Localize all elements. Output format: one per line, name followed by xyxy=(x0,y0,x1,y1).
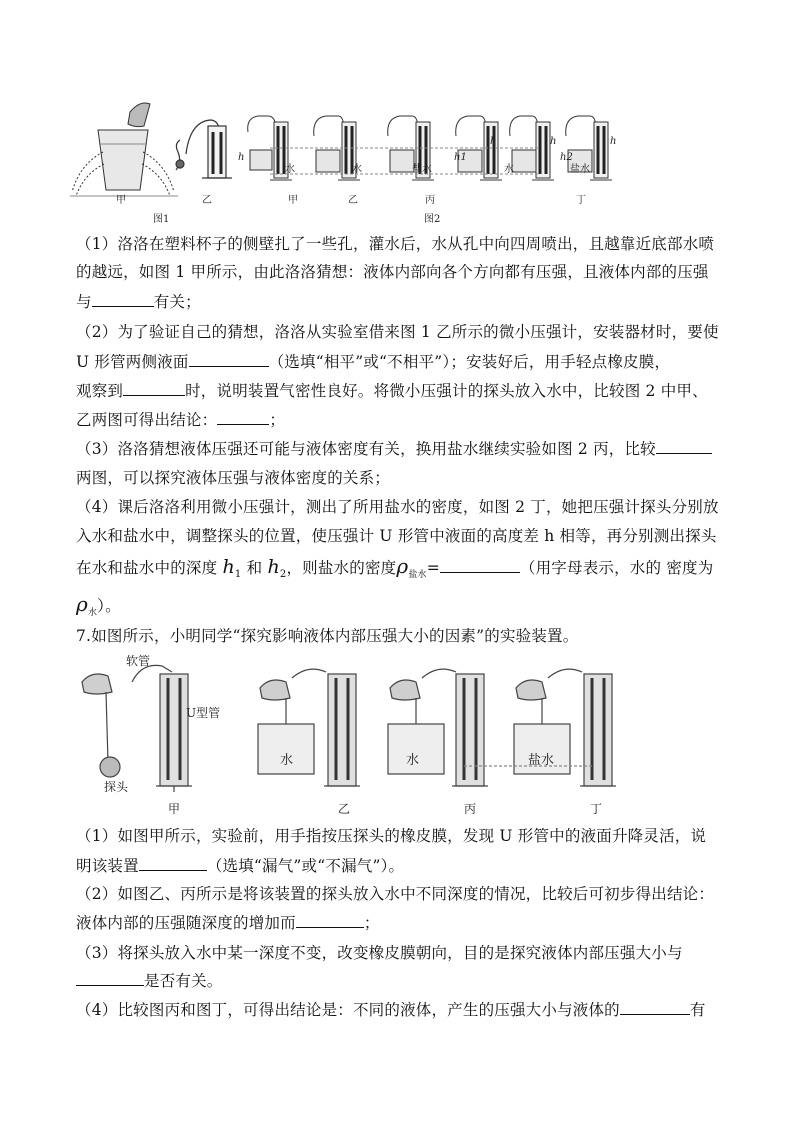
q6-line-4: （2）为了验证自己的猜想，洛洛从实验室借来图 1 乙所示的微小压强计，安装器材时，要使 xyxy=(76,323,719,341)
fig2-liquid-label: 盐水 xyxy=(570,164,590,175)
fig2-h-label: h xyxy=(610,136,617,147)
answer-blank[interactable] xyxy=(76,971,144,986)
q7-liquid-label: 水 xyxy=(406,753,420,768)
fig2-liquid-label: 水 xyxy=(285,164,295,175)
q7-liquid-label: 盐水 xyxy=(528,753,555,768)
fig2-sub-label: 甲 xyxy=(288,195,298,206)
q6-line-2: 的越远，如图 1 甲所示，由此洛洛猜想：液体内部向各个方向都有压强，且液体内部的压强 xyxy=(76,263,709,281)
fig2-sub-label: 丙 xyxy=(425,195,435,206)
answer-blank[interactable] xyxy=(189,352,269,367)
q7-line-2: 明该装置 （选填“漏气”或“不漏气”）。 xyxy=(76,857,405,875)
q6-line-12: 在水和盐水中的深度 $h_1$ 和 $h_2$，则盐水的密度$\rho_{盐水}=$ （用字母表示，水的 密度为 xyxy=(76,554,714,581)
fig1-manometer xyxy=(176,120,232,178)
fig1-caption: 图1 xyxy=(153,214,170,225)
fig2-sub-label: 乙 xyxy=(348,195,358,206)
figure-q7 xyxy=(72,652,672,812)
fig2-h-label: h xyxy=(238,152,245,163)
answer-blank[interactable] xyxy=(656,439,712,454)
q7-sub-label: 丙 xyxy=(464,802,477,816)
q6-line-9: 两图，可以探究液体压强与液体密度的关系； xyxy=(76,469,391,487)
q7-line-3: （2）如图乙、丙所示是将该装置的探头放入水中不同深度的情况，比较后可初步得出结论： xyxy=(76,885,715,903)
q7-sub-label: 乙 xyxy=(338,802,351,816)
q7-liquid-label: 水 xyxy=(280,753,294,768)
q7-line-5: （3）将探头放入水中某一深度不变，改变橡皮膜朝向，目的是探究液体内部压强大小与 xyxy=(76,944,683,962)
answer-blank[interactable] xyxy=(123,381,185,396)
q7-line-4: 液体内部的压强随深度的增加而 ； xyxy=(76,914,380,932)
utube-label: U型管 xyxy=(186,706,221,720)
fig2-h-label: h xyxy=(490,136,497,147)
fig2-h-label: h2 xyxy=(560,152,573,163)
q6-line-5: U 形管两侧液面 （选填“相平”或“不相平”）；安装好后，用手轻点橡皮膜， xyxy=(76,353,671,371)
q6-line-10: （4）课后洛洛利用微小压强计，测出了所用盐水的密度，如图 2 丁，她把压强计探头分别放 xyxy=(76,498,719,516)
h2-symbol: h xyxy=(267,556,280,578)
fig1-sub-label: 甲 xyxy=(116,195,126,206)
q7-line-7: （4）比较图丙和图丁，可得出结论是：不同的液体，产生的压强大小与液体的 有 xyxy=(76,1001,706,1019)
q6-line-7: 乙两图可得出结论： ； xyxy=(76,411,286,429)
hose-label: 软管 xyxy=(126,654,151,668)
fig2-liquid-label: 水 xyxy=(352,164,362,175)
q6-line-3: 与 有关； xyxy=(76,293,201,311)
fig1-cup-illustration xyxy=(70,103,178,196)
fig2-liquid-label: 水 xyxy=(504,164,514,175)
answer-blank[interactable] xyxy=(620,1000,690,1015)
probe-label: 探头 xyxy=(104,780,129,794)
q7-sub-label: 丁 xyxy=(590,802,603,816)
answer-blank[interactable] xyxy=(217,410,269,425)
q7-sub-label: 甲 xyxy=(168,802,181,816)
q6-line-11: 入水和盐水中，调整探头的位置，使压强计 U 形管中液面的高度差 h 相等，再分别测出探头 xyxy=(76,527,717,545)
fig2-h-label: h xyxy=(550,136,557,147)
q6-line-1: （1）洛洛在塑料杯子的侧壁扎了一些孔，灌水后，水从孔中向四周喷出，且越靠近底部水喷 xyxy=(76,235,715,253)
answer-blank[interactable] xyxy=(139,856,207,871)
q7-line-1: （1）如图甲所示，实验前，用手指按压探头的橡皮膜，发现 U 形管中的液面升降灵活，说 xyxy=(76,827,707,845)
q6-line-6: 观察到 时，说明装置气密性良好。将微小压强计的探头放入水中，比较图 2 中甲、 xyxy=(76,382,708,400)
q7-line-6: 是否有关。 xyxy=(76,971,223,991)
rho-water-symbol: ρ xyxy=(76,592,88,616)
answer-blank[interactable] xyxy=(92,292,154,307)
h1-symbol: h xyxy=(222,556,235,578)
rho-symbol: ρ xyxy=(396,554,409,578)
fig2-sub-label: 丁 xyxy=(576,195,586,206)
q6-line-8: （3）洛洛猜想液体压强还可能与液体密度有关，换用盐水继续实验如图 2 丙，比较 xyxy=(76,439,712,459)
answer-blank[interactable] xyxy=(296,913,364,928)
fig2-h-label: h1 xyxy=(454,152,467,163)
q7-title: 7.如图所示，小明同学“探究影响液体内部压强大小的因素”的实验装置。 xyxy=(76,627,579,645)
fig1-sub-label: 乙 xyxy=(202,195,212,206)
figure-1-2 xyxy=(70,92,670,227)
fig2-caption: 图2 xyxy=(424,214,441,225)
q6-line-13: $\rho_水$）。 xyxy=(76,592,121,619)
answer-blank[interactable] xyxy=(440,558,520,573)
fig2-liquid-label: 盐水 xyxy=(412,164,432,175)
